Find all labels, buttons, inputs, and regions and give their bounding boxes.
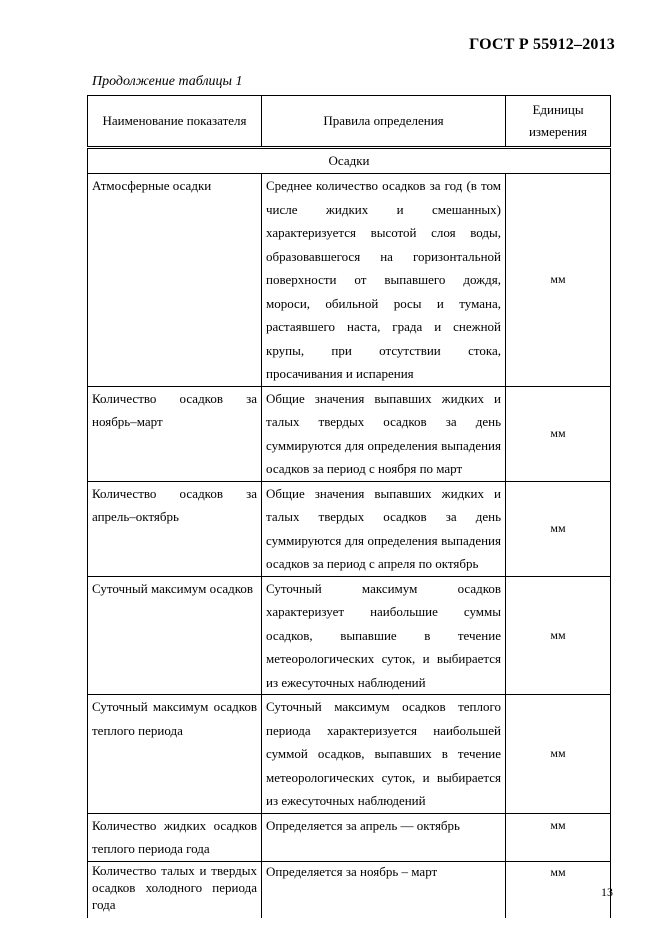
indicator-unit: мм bbox=[506, 386, 611, 481]
indicator-name: Количество талых и твердых осадков холодного периода года bbox=[88, 861, 262, 918]
table-header-row bbox=[88, 96, 611, 148]
table-row bbox=[88, 695, 611, 814]
indicator-unit: мм bbox=[506, 174, 611, 387]
table-row bbox=[88, 481, 611, 576]
indicator-name: Количество жидких осадков теплого периода года bbox=[88, 813, 262, 861]
indicator-rule: Определяется за апрель — октябрь bbox=[262, 813, 506, 861]
indicator-rule: Суточный максимум осадков характеризует наибольшие суммы осадков, выпавшие в течение метеорологических суток, и выбирается из ежесуточных наблюдений bbox=[262, 576, 506, 695]
table-row bbox=[88, 386, 611, 481]
indicator-unit: мм bbox=[506, 481, 611, 576]
indicator-name: Атмосферные осадки bbox=[88, 174, 262, 387]
indicator-rule: Среднее количество осадков за год (в том числе жидких и смешанных) характеризуется высотой слоя воды, образовавшегося на горизонтальной поверхности от выпавшего дождя, мороси, обильной росы и тумана, растаявшего наста, града и снежной крупы, при отсутствии стока, просачивания и испарения bbox=[262, 174, 506, 387]
indicator-unit: мм bbox=[506, 576, 611, 695]
table-row bbox=[88, 861, 611, 918]
indicator-name: Суточный максимум осадков теплого периода bbox=[88, 695, 262, 814]
indicator-unit: мм bbox=[506, 861, 611, 918]
indicator-name: Количество осадков за ноябрь–март bbox=[88, 386, 262, 481]
standard-number: ГОСТ Р 55912–2013 bbox=[469, 36, 615, 53]
section-title: Осадки bbox=[88, 148, 611, 174]
indicator-rule: Общие значения выпавших жидких и талых твердых осадков за день суммируются для определения выпадения осадков за период с апреля по октябрь bbox=[262, 481, 506, 576]
header-indicator-name: Наименование показателя bbox=[88, 96, 262, 148]
table-row bbox=[88, 813, 611, 861]
indicator-rule: Определяется за ноябрь – март bbox=[262, 861, 506, 918]
indicator-name: Суточный максимум осадков bbox=[88, 576, 262, 695]
indicators-table bbox=[87, 95, 611, 918]
header-rules: Правила определения bbox=[262, 96, 506, 148]
indicator-name: Количество осадков за апрель–октябрь bbox=[88, 481, 262, 576]
indicator-unit: мм bbox=[506, 813, 611, 861]
table-row bbox=[88, 174, 611, 387]
section-row bbox=[88, 148, 611, 174]
indicator-unit: мм bbox=[506, 695, 611, 814]
table-row bbox=[88, 576, 611, 695]
table-continuation-caption: Продолжение таблицы 1 bbox=[92, 74, 243, 89]
indicator-rule: Общие значения выпавших жидких и талых твердых осадков за день суммируются для определения выпадения осадков за период с ноября по март bbox=[262, 386, 506, 481]
indicator-rule: Суточный максимум осадков теплого периода характеризуется наибольшей суммой осадков, выпавших в течение метеорологических суток, и выбирается из ежесуточных наблюдений bbox=[262, 695, 506, 814]
header-units: Единицы измерения bbox=[506, 96, 611, 148]
page-number: 13 bbox=[601, 885, 613, 899]
